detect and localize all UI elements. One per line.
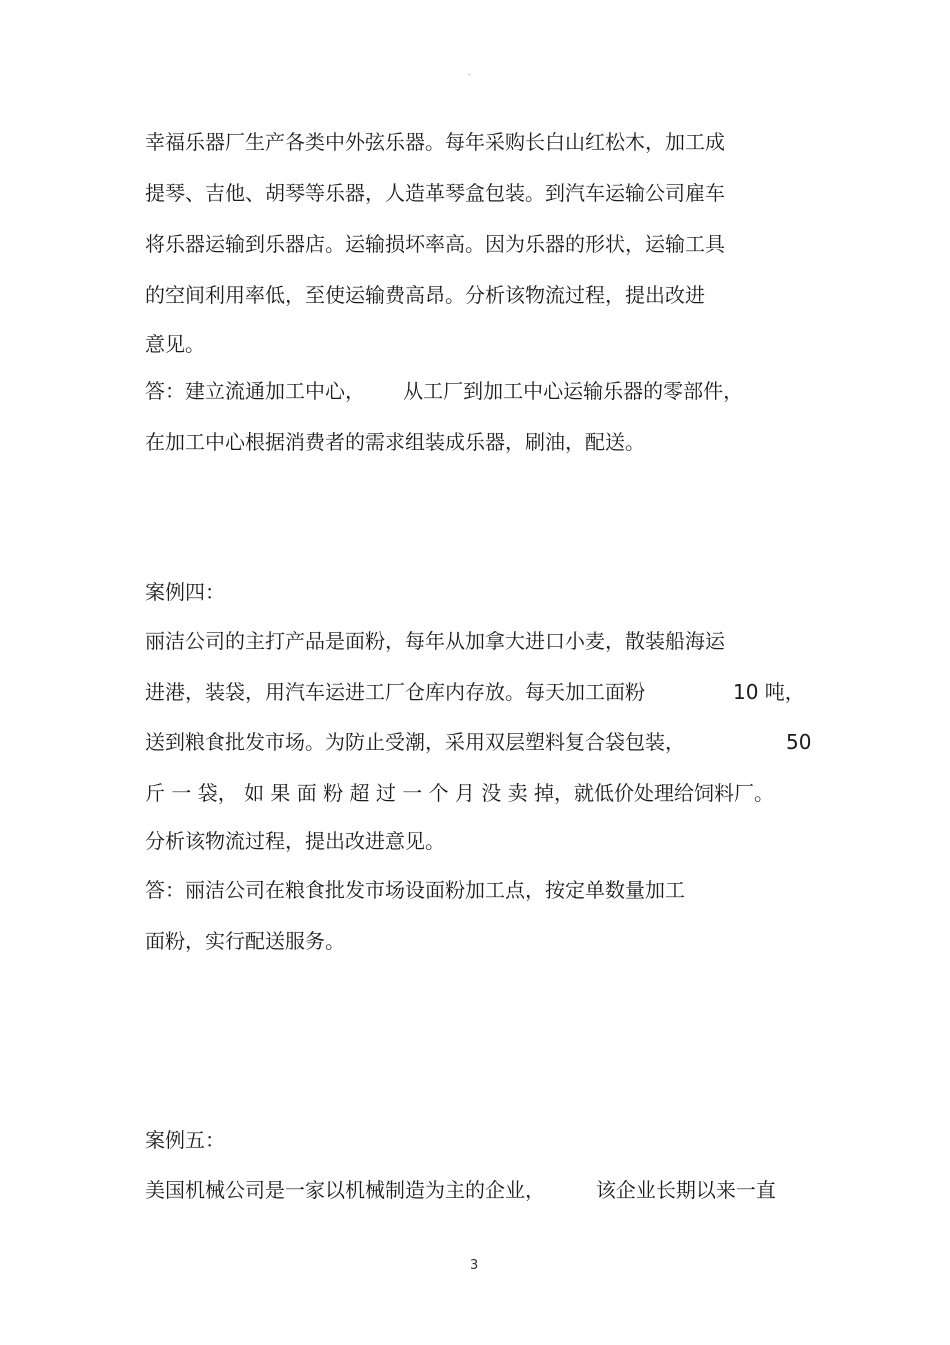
case5-title: 案例五：	[145, 1128, 225, 1152]
case5-line-1: 美国机械公司是一家以机械制造为主的企业， 该企业长期以来一直	[145, 1178, 776, 1202]
case4-line-4: 斤 一 袋， 如 果 面 粉 超 过 一 个 月 没 卖 掉，就低价处理给饲料厂。	[145, 781, 775, 805]
case4-line-5: 分析该物流过程，提出改进意见。	[145, 829, 445, 853]
header-mark: -	[468, 70, 471, 79]
case4-line-2-quantity: 10 吨，	[733, 680, 805, 704]
case4-line-2: 进港，装袋，用汽车运进工厂仓库内存放。每天加工面粉	[145, 680, 645, 704]
case4-answer-line-1: 答：丽洁公司在粮食批发市场设面粉加工点，按定单数量加工	[145, 878, 685, 902]
case4-line-1: 丽洁公司的主打产品是面粉，每年从加拿大进口小麦，散装船海运	[145, 629, 725, 653]
case4-line-3-quantity: 50	[786, 730, 812, 754]
case4-title: 案例四：	[145, 580, 225, 604]
case4-answer-line-2: 面粉，实行配送服务。	[145, 929, 345, 953]
case3-line-2: 提琴、吉他、胡琴等乐器，人造革琴盒包装。到汽车运输公司雇车	[145, 181, 725, 205]
case3-line-3: 将乐器运输到乐器店。运输损坏率高。因为乐器的形状，运输工具	[145, 232, 725, 256]
case4-line-3: 送到粮食批发市场。为防止受潮，采用双层塑料复合袋包装，	[145, 730, 685, 754]
page-number: 3	[470, 1258, 479, 1273]
case3-answer-line-1: 答：建立流通加工中心， 从工厂到加工中心运输乐器的零部件，	[145, 379, 744, 403]
case3-line-4: 的空间利用率低，至使运输费高昂。分析该物流过程，提出改进	[145, 283, 705, 307]
case3-answer-line-2: 在加工中心根据消费者的需求组装成乐器，刷油，配送。	[145, 430, 645, 454]
case3-line-5: 意见。	[145, 332, 205, 356]
case3-line-1: 幸福乐器厂生产各类中外弦乐器。每年采购长白山红松木，加工成	[145, 130, 725, 154]
